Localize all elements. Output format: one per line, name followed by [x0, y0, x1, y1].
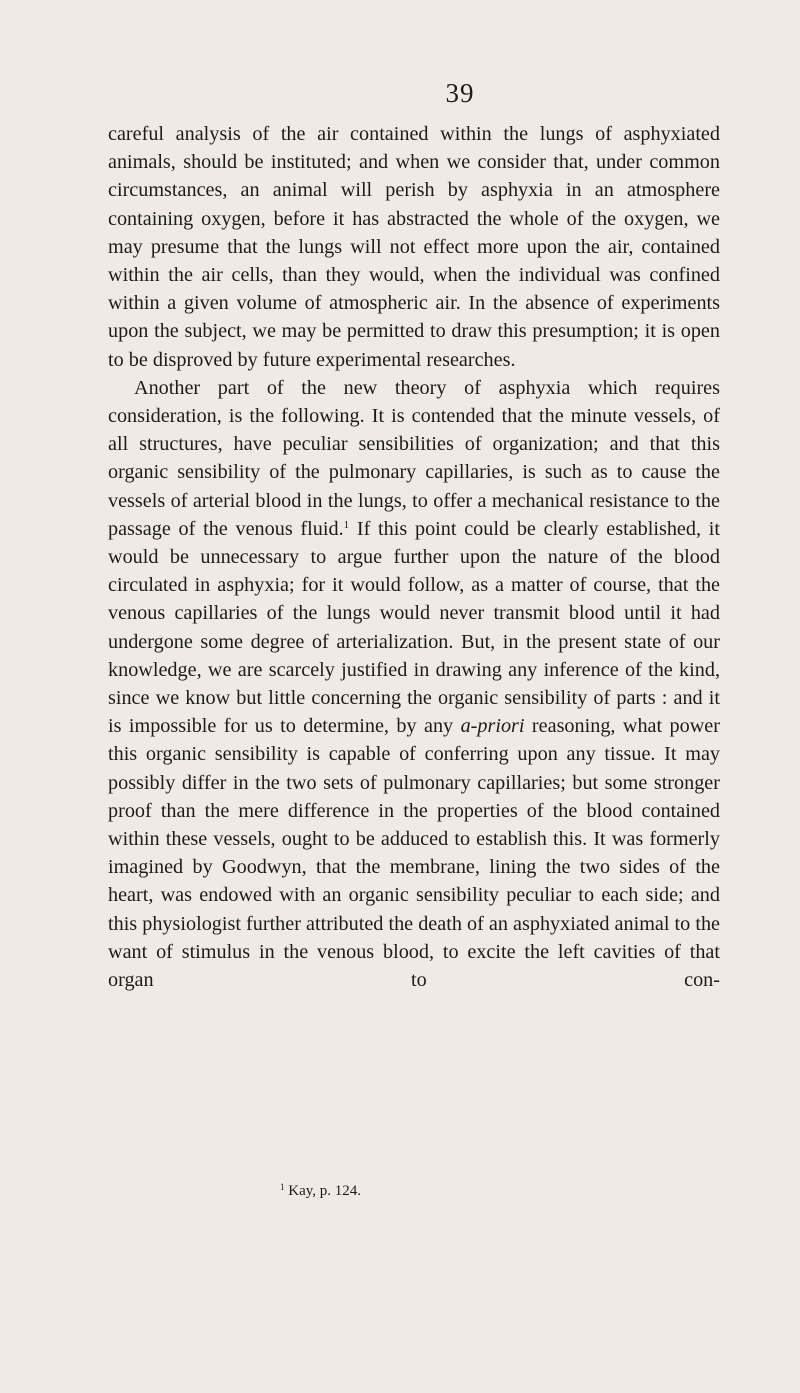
footnote — [280, 1183, 361, 1200]
footnote-reference: 1 — [343, 518, 350, 531]
paragraph-2-text-c: reasoning, what power this organic sensibility is capable of conferring upon any tissue. It may possibly differ in the two sets of pulmonary capillaries; but some stronger proof than the mere difference in the properties of the blood contained within these vessels, ought to be adduced to establish this. It was formerly imagined by Goodwyn, that the membrane, lining the two sides of the heart, was endowed with an organic sensibility peculiar to each side; and this physiologist further attributed the death of an asphyxiated animal to the want of stimulus in the venous blood, to excite the left cavities of that organ to con- — [108, 715, 720, 992]
paragraph-1: careful analysis of the air contained within the lungs of asphyxiated animals, should be instituted; and when we consider that, under common circumstances, an animal will perish by asphyxia in an atmosphere containing oxygen, before it has abstracted the whole of the oxygen, we may presume that the lungs will not effect more upon the air, contained within the air cells, than they would, when the individual was confined within a given volume of atmospheric air. In the absence of experiments upon the subject, we may be permitted to draw this presumption; it is open to be disproved by future experimental researches. — [108, 123, 720, 371]
paragraph-2-text-a: Another part of the new theory of asphyxia which requires consideration, is the following. It is contended that the minute vessels, of all structures, have peculiar sensibilities of organization; and that this organic sensibility of the pulmonary capillaries, is such as to cause the vessels of arterial blood in the lungs, to offer a mechanical resistance to the passage of the venous fluid. — [108, 376, 720, 540]
page-number: 39 — [445, 78, 475, 108]
body-text — [108, 120, 720, 994]
paragraph-2 — [108, 374, 720, 994]
footnote-mark: 1 — [280, 1182, 285, 1192]
footnote-text: Kay, p. 124. — [288, 1183, 362, 1199]
italic-term: a-priori — [460, 715, 525, 738]
paragraph-2-text-b: If this point could be clearly established, it would be unnecessary to argue further upon the nature of the blood circulated in asphyxia; for it would follow, as a matter of course, that the venous capillaries of the lungs would never transmit blood until it had undergone some degree of arterialization. But, in the present state of our knowledge, we are scarcely justified in drawing any inference of the kind, since we know but little concerning the organic sensibility of parts : and it is impossible for us to determine, by any — [108, 517, 720, 738]
